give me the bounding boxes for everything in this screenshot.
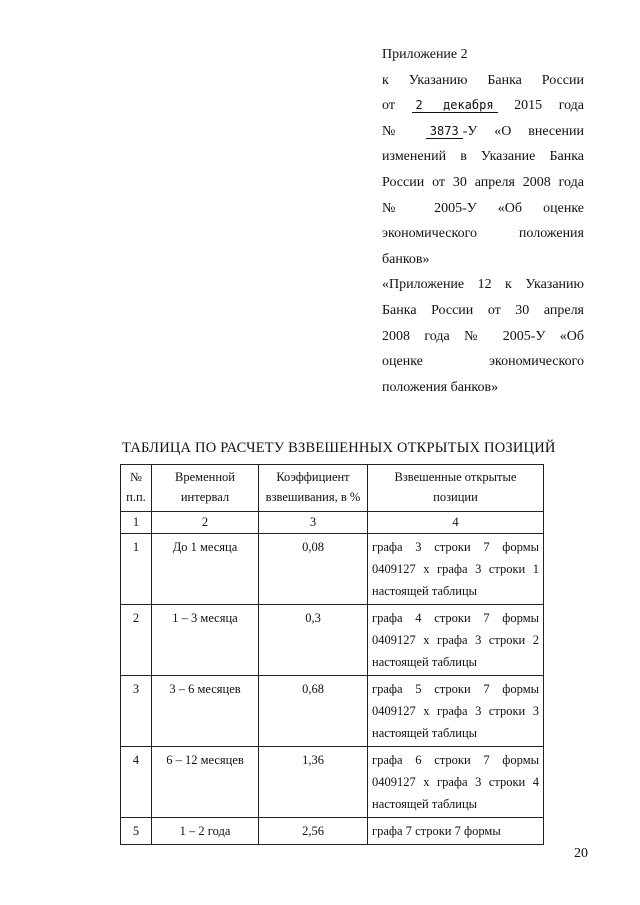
row-description: графа 5 строки 7 формы 0409127 x графа 3 строки 3 настоящей таблицы xyxy=(368,676,544,747)
header-line-14: положения банков» xyxy=(382,379,499,395)
table-row xyxy=(121,747,544,818)
col-header-positions: Взвешенные открытые позиции xyxy=(368,465,544,512)
row-coefficient: 1,36 xyxy=(259,747,368,818)
col-number-4: 4 xyxy=(368,512,544,534)
table-row xyxy=(121,534,544,605)
col-header-coefficient: Коэффициент взвешивания, в % xyxy=(259,465,368,512)
table-row xyxy=(121,605,544,676)
page-number: 20 xyxy=(574,846,588,861)
row-coefficient: 0,3 xyxy=(259,605,368,676)
table-title: ТАБЛИЦА ПО РАСЧЕТУ ВЗВЕШЕННЫХ ОТКРЫТЫХ ПОЗИЦИЙ xyxy=(122,440,556,456)
table-row xyxy=(121,676,544,747)
row-interval: 3 – 6 месяцев xyxy=(152,676,259,747)
row-interval: 6 – 12 месяцев xyxy=(152,747,259,818)
row-description: графа 7 строки 7 формы xyxy=(368,818,544,845)
row-interval: 1 – 3 месяца xyxy=(152,605,259,676)
table-row xyxy=(121,818,544,845)
header-line-1: к Указанию Банка России xyxy=(382,72,584,88)
col-number-1: 1 xyxy=(121,512,152,534)
header-line-11: Банка России от 30 апреля xyxy=(382,302,584,318)
col-header-interval: Временной интервал xyxy=(152,465,259,512)
col-number-3: 3 xyxy=(259,512,368,534)
row-coefficient: 0,08 xyxy=(259,534,368,605)
header-line-13: оценке экономического xyxy=(382,354,584,370)
header-line-date xyxy=(382,93,584,119)
appendix-label: Приложение 2 xyxy=(382,47,468,62)
header-line-7: № 2005-У «Об оценке xyxy=(382,200,584,216)
col-header-number: № п.п. xyxy=(121,465,152,512)
number-prefix: № xyxy=(382,123,409,139)
table-header-row xyxy=(121,465,544,512)
number-filled: 3873 xyxy=(426,124,463,139)
row-number: 4 xyxy=(121,747,152,818)
header-line-9: банков» xyxy=(382,251,430,267)
header-line-10: «Приложение 12 к Указанию xyxy=(382,277,584,293)
row-coefficient: 0,68 xyxy=(259,676,368,747)
row-interval: 1 – 2 года xyxy=(152,818,259,845)
date-filled: 2 декабря xyxy=(412,98,498,113)
row-description: графа 6 строки 7 формы 0409127 x графа 3 строки 4 настоящей таблицы xyxy=(368,747,544,818)
row-description: графа 4 строки 7 формы 0409127 x графа 3 строки 2 настоящей таблицы xyxy=(368,605,544,676)
header-line-6: России от 30 апреля 2008 года xyxy=(382,174,584,190)
row-number: 5 xyxy=(121,818,152,845)
col-number-2: 2 xyxy=(152,512,259,534)
row-coefficient: 2,56 xyxy=(259,818,368,845)
row-number: 1 xyxy=(121,534,152,605)
header-line-8: экономического положения xyxy=(382,226,584,242)
row-number: 2 xyxy=(121,605,152,676)
number-suffix: -У «О внесении xyxy=(462,123,584,139)
appendix-header xyxy=(382,42,584,400)
column-number-row xyxy=(121,512,544,534)
number-group xyxy=(426,124,584,139)
row-description: графа 3 строки 7 формы 0409127 x графа 3 строки 1 настоящей таблицы xyxy=(368,534,544,605)
row-interval: До 1 месяца xyxy=(152,534,259,605)
row-number: 3 xyxy=(121,676,152,747)
header-line-number xyxy=(382,119,584,145)
header-line-5: изменений в Указание Банка xyxy=(382,149,584,165)
weighted-positions-table xyxy=(120,464,544,845)
date-suffix: 2015 года xyxy=(514,98,585,114)
date-prefix: от xyxy=(382,98,395,114)
header-line-12: 2008 года № 2005-У «Об xyxy=(382,328,584,344)
